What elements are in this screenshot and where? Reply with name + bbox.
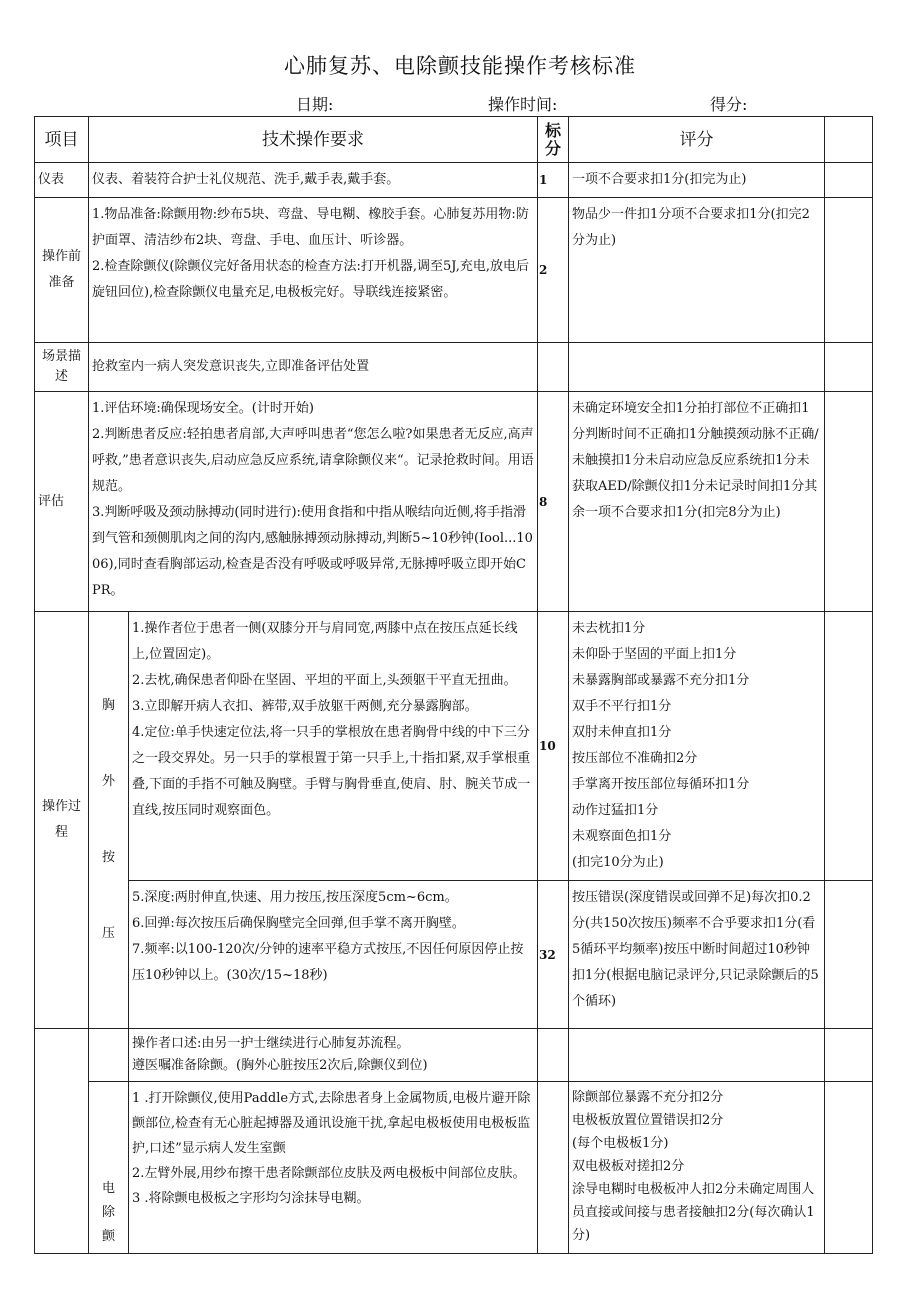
appearance-blank [825, 163, 873, 198]
appearance-scoring: 一项不合要求扣1分(扣完为止) [569, 163, 825, 198]
cpr1-scoring [569, 612, 825, 881]
scene-project: 场景描述 [35, 343, 89, 392]
cpr1-score-line: 未观察面色扣1分 [572, 829, 672, 844]
process-project: 操作过程 [35, 612, 89, 1029]
defib-req-line: 2.左臂外展,用纱布擦干患者除颤部位皮肤及两电极板中间部位皮肤。 [132, 1166, 526, 1181]
defib-score-line: 电极板放置位置错误扣2分 [572, 1113, 724, 1128]
row-defib-oral [35, 1029, 873, 1082]
defib-req-line: 1 .打开除颤仪,使用Paddle方式,去除患者身上金属物质,电极片避开除颤部位,检查有无心脏起搏器及通讯设施干扰,拿起电极板使用电极板监护,口述”显示病人发生室颤 [132, 1091, 531, 1156]
assess-project: 评估 [35, 392, 89, 612]
defib-oral-line: 遵医嘱准备除颤。(胸外心脏按压2次后,除颤仪到位) [132, 1058, 428, 1073]
assess-req-line: 2.判断患者反应:轻拍患者肩部,大声呼叫患者“您怎么啦?如果患者无反应,高声呼救,”患者意识丧失,启动应急反应系统,请拿除颤仪来“。记录抢救时间。用语规范。 [92, 427, 534, 494]
cpr1-score-line: 未去枕扣1分 [572, 621, 646, 636]
prep-blank [825, 198, 873, 343]
defib-requirement [129, 1082, 538, 1254]
defib-char: 电 [101, 1181, 115, 1196]
cpr1-score-line: 双肘未伸直扣1分 [572, 725, 672, 740]
prep-project: 操作前准备 [35, 198, 89, 343]
cpr2-points: 32 [538, 881, 569, 1029]
cpr2-requirement [129, 881, 538, 1029]
defib-oral-label-cell [89, 1029, 129, 1082]
scene-scoring [569, 343, 825, 392]
row-cpr-1 [35, 612, 873, 881]
defib-score-line: (每个电极板1分) [572, 1136, 669, 1151]
compression-char: 按 [101, 850, 115, 865]
defib-score-line: 双电极板对搓扣2分 [572, 1159, 685, 1174]
defib-oral-line: 操作者口述:由另一护士继续进行心肺复苏流程。 [132, 1036, 410, 1051]
cpr2-scoring: 按压错误(深度错误或回弹不足)每次扣0.2分(共150次按压)频率不合乎要求扣1分(看5循环平均频率)按压中断时间超过10秒钟扣1分(根据电脑记录评分,只记录除颤后的5个循环) [569, 881, 825, 1029]
defib-char: 除 [101, 1205, 115, 1220]
assess-blank [825, 392, 873, 612]
cpr1-req-line: 2.去枕,确保患者仰卧在坚固、平坦的平面上,头颈躯干平直无扭曲。 [132, 673, 517, 688]
cpr1-blank [825, 612, 873, 881]
cpr2-blank [825, 881, 873, 1029]
row-assessment [35, 392, 873, 612]
assess-requirement [89, 392, 538, 612]
row-cpr-2 [35, 881, 873, 1029]
compression-char: 压 [101, 926, 115, 941]
cpr1-score-line: 未仰卧于坚固的平面上扣1分 [572, 647, 737, 662]
operation-time-label: 操作时间: [488, 95, 558, 114]
assess-req-line: 3.判断呼吸及颈动脉搏动(同时进行):使用食指和中指从喉结向近侧,将手指滑到气管和颈侧肌肉之间的沟内,感触脉搏颈动脉搏动,判断5~10秒钟(Iool...1006),同时查看胸部运动,检查是否没有呼吸或呼吸异常,无脉搏呼吸立即开始CPR。 [92, 505, 533, 598]
appearance-project: 仪表 [35, 163, 89, 198]
row-appearance [35, 163, 873, 198]
header-points: 标分 [538, 117, 569, 163]
defib-char: 颤 [101, 1229, 115, 1244]
prep-req-line: 2.检查除颤仪(除颤仪完好备用状态的检查方法:打开机器,调至5J,充电,放电后旋钮回位),检查除颤仪电量充足,电极板完好。导联线连接紧密。 [92, 259, 529, 300]
row-defib [35, 1082, 873, 1254]
cpr1-points: 10 [538, 612, 569, 881]
cpr1-score-line: 双手不平行扣1分 [572, 699, 672, 714]
header-project: 项目 [35, 117, 89, 163]
cpr1-score-line: 未暴露胸部或暴露不充分扣1分 [572, 673, 750, 688]
header-row [35, 117, 873, 163]
cpr1-score-line: (扣完10分为止) [572, 855, 664, 870]
scene-blank [825, 343, 873, 392]
defib-blank [825, 1082, 873, 1254]
prep-requirement [89, 198, 538, 343]
assess-scoring: 未确定环境安全扣1分拍打部位不正确扣1分判断时间不正确扣1分触摸颈动脉不正确/未触摸扣1分未启动应急反应系统扣1分未获取AED/除颤仪扣1分未记录时间扣1分其余一项不合要求扣1分(扣完8分为止) [569, 392, 825, 612]
cpr1-req-line: 4.定位:单手快速定位法,将一只手的掌根放在患者胸骨中线的中下三分之一段交界处。另一只手的掌根置于第一只手上,十指扣紧,双手掌根重叠,下面的手指不可触及胸壁。手臂与胸骨垂直,使肩、肘、腕关节成一直线,按压同时观察面色。 [132, 725, 531, 818]
cpr1-score-line: 手掌离开按压部位每循环扣1分 [572, 777, 750, 792]
row-preparation [35, 198, 873, 343]
date-label: 日期: [296, 95, 334, 114]
scene-requirement: 抢救室内一病人突发意识丧失,立即准备评估处置 [89, 343, 538, 392]
prep-points: 2 [538, 198, 569, 343]
defib-score-line: 除颤部位暴露不充分扣2分 [572, 1090, 724, 1105]
cpr1-score-line: 动作过猛扣1分 [572, 803, 659, 818]
compression-char: 外 [101, 774, 115, 789]
compression-char: 胸 [101, 698, 115, 713]
document-title: 心肺复苏、电除颤技能操作考核标准 [284, 54, 636, 78]
appearance-requirement: 仪表、着装符合护士礼仪规范、洗手,戴手表,戴手套。 [89, 163, 538, 198]
header-scoring: 评分 [569, 117, 825, 163]
header-blank [825, 117, 873, 163]
prep-req-line: 1.物品准备:除颤用物:纱布5块、弯盘、导电糊、橡胶手套。心肺复苏用物:防护面罩、清洁纱布2块、弯盘、手电、血压计、听诊器。 [92, 207, 529, 248]
cpr2-req-line: 7.频率:以100-120次/分钟的速率平稳方式按压,不因任何原因停止按压10秒钟以上。(30次/15~18秒) [132, 942, 524, 983]
cpr1-req-line: 3.立即解开病人衣扣、裤带,双手放躯干两侧,充分暴露胸部。 [132, 699, 478, 714]
chest-compression-label [89, 612, 129, 1029]
cpr2-req-line: 6.回弹:每次按压后确保胸壁完全回弹,但手掌不离开胸壁。 [132, 916, 465, 931]
header-requirement: 技术操作要求 [89, 117, 538, 163]
defib-score-line: 涂导电糊时电极板冲人扣2分未确定周围人员直接或间接与患者接触扣2分(每次确认1分) [572, 1182, 815, 1243]
cpr2-req-line: 5.深度:两肘伸直,快速、用力按压,按压深度5cm~6cm。 [132, 890, 458, 905]
cpr1-requirement [129, 612, 538, 881]
defib-oral [129, 1029, 538, 1082]
assessment-table [34, 116, 873, 1254]
defib-oral-points [538, 1029, 569, 1082]
defib-scoring [569, 1082, 825, 1254]
cpr1-req-line: 1.操作者位于患者一侧(双膝分开与肩同宽,两膝中点在按压点延长线上,位置固定)。 [132, 621, 518, 662]
defibrillation-label [89, 1082, 129, 1254]
defib-req-line: 3 .将除颤电极板之字形均匀涂抹导电糊。 [132, 1191, 370, 1206]
defib-project [35, 1029, 89, 1254]
prep-scoring: 物品少一件扣1分项不合要求扣1分(扣完2分为止) [569, 198, 825, 343]
defib-points [538, 1082, 569, 1254]
score-label: 得分: [710, 95, 748, 114]
defib-oral-scoring [569, 1029, 825, 1082]
defib-oral-blank [825, 1029, 873, 1082]
cpr1-score-line: 按压部位不准确扣2分 [572, 751, 698, 766]
scene-points [538, 343, 569, 392]
assess-points: 8 [538, 392, 569, 612]
row-scene [35, 343, 873, 392]
appearance-points: 1 [538, 163, 569, 198]
assess-req-line: 1.评估环境:确保现场安全。(计时开始) [92, 401, 314, 416]
